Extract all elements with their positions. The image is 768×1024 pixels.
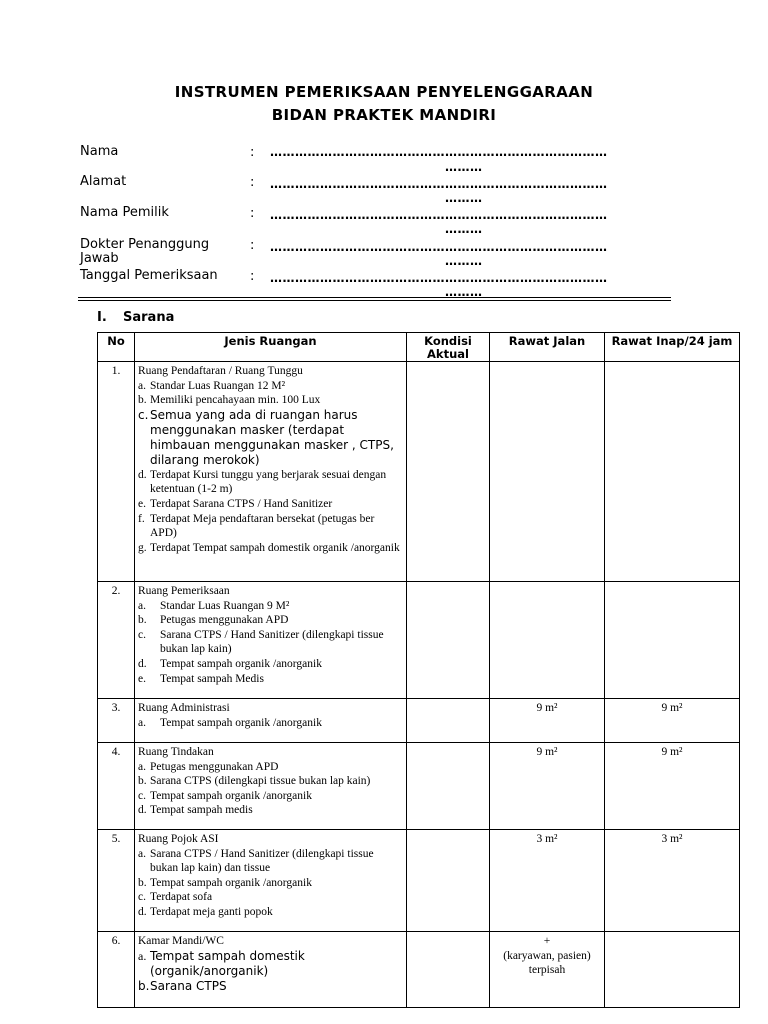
field-label: Tanggal Pemeriksaan — [80, 268, 218, 283]
row-number: 2. — [98, 582, 135, 699]
divider-line — [78, 297, 671, 298]
field-fill-line-continued: ……… — [445, 191, 483, 205]
document-title-line-2: BIDAN PRAKTEK MANDIRI — [271, 106, 497, 124]
room-cell — [135, 582, 407, 699]
table-row — [98, 743, 740, 830]
list-item: a. Petugas menggunakan APD — [138, 760, 279, 773]
field-fill-line: ……………………………………………………………………… — [270, 145, 608, 159]
column-header-jenis-ruangan: Jenis Ruangan — [135, 333, 407, 362]
list-item: a. Sarana CTPS / Hand Sanitizer (dilengkapi tissue bukan lap kain) dan tissue — [138, 847, 374, 875]
room-title: Ruang Administrasi — [138, 702, 230, 714]
kondisi-aktual-cell[interactable] — [407, 743, 490, 830]
kondisi-aktual-cell[interactable] — [407, 699, 490, 743]
section-title: Sarana — [123, 310, 175, 325]
row-number: 6. — [98, 932, 135, 1008]
rawat-jalan-line: terpisah — [528, 964, 566, 977]
field-fill-line-continued: ……… — [445, 254, 483, 268]
kondisi-aktual-cell[interactable] — [407, 582, 490, 699]
rawat-jalan-cell: 3 m² — [490, 830, 605, 932]
room-cell — [135, 362, 407, 582]
field-fill-line: ……………………………………………………………………… — [270, 271, 608, 285]
row-number: 5. — [98, 830, 135, 932]
table-header-row — [98, 333, 740, 362]
field-fill-line-continued: ……… — [445, 285, 483, 299]
field-label: Dokter Penanggung Jawab — [80, 237, 210, 266]
list-item: d. Tempat sampah organik /anorganik — [138, 657, 322, 670]
section-heading — [97, 310, 174, 325]
list-item: f. Terdapat Meja pendaftaran bersekat (petugas ber APD) — [138, 512, 375, 540]
rawat-jalan-cell — [490, 932, 605, 1008]
field-colon: : — [250, 145, 255, 160]
list-item: d. Terdapat meja ganti popok — [138, 905, 273, 918]
table-row — [98, 830, 740, 932]
field-fill-line-continued: ……… — [445, 160, 483, 174]
room-title: Kamar Mandi/WC — [138, 935, 224, 947]
list-item: d. Tempat sampah medis — [138, 804, 253, 817]
column-header-rawat-jalan: Rawat Jalan — [490, 333, 605, 362]
room-title: Ruang Pojok ASI — [138, 833, 219, 845]
rawat-inap-cell — [605, 582, 740, 699]
rawat-inap-cell — [605, 932, 740, 1008]
field-fill-line: ……………………………………………………………………… — [270, 177, 608, 191]
row-number: 3. — [98, 699, 135, 743]
list-item: a. Standar Luas Ruangan 12 M² — [138, 379, 286, 392]
kondisi-aktual-cell[interactable] — [407, 362, 490, 582]
room-title: Ruang Pemeriksaan — [138, 585, 230, 597]
list-item: a. Tempat sampah domestik (organik/anorganik) — [138, 948, 305, 978]
list-item: c. Sarana CTPS / Hand Sanitizer (dilengkapi tissue bukan lap kain) — [138, 628, 384, 656]
rawat-inap-cell: 9 m² — [605, 699, 740, 743]
field-label: Alamat — [80, 174, 127, 189]
list-item: c. Tempat sampah organik /anorganik — [138, 789, 312, 802]
rawat-jalan-line: + — [543, 935, 551, 947]
list-item: b. Petugas menggunakan APD — [138, 614, 289, 627]
room-cell — [135, 932, 407, 1008]
table-row — [98, 699, 740, 743]
rawat-inap-cell — [605, 362, 740, 582]
rawat-inap-cell: 9 m² — [605, 743, 740, 830]
list-item: e. Tempat sampah Medis — [138, 672, 264, 685]
kondisi-aktual-cell[interactable] — [407, 830, 490, 932]
list-item: a. Tempat sampah organik /anorganik — [138, 716, 322, 729]
room-cell — [135, 699, 407, 743]
row-number: 1. — [98, 362, 135, 582]
sarana-table — [97, 332, 740, 1008]
column-header-kondisi-aktual: Kondisi Aktual — [407, 333, 490, 362]
column-header-no: No — [98, 333, 135, 362]
field-label: Nama — [80, 144, 119, 159]
table-row — [98, 362, 740, 582]
field-colon: : — [250, 238, 255, 253]
list-item: d. Terdapat Kursi tunggu yang berjarak sesuai dengan ketentuan (1-2 m) — [138, 468, 387, 496]
list-item: g. Terdapat Tempat sampah domestik organik /anorganik — [138, 541, 400, 554]
kondisi-aktual-cell[interactable] — [407, 932, 490, 1008]
room-title: Ruang Tindakan — [138, 746, 214, 758]
rawat-jalan-cell: 9 m² — [490, 699, 605, 743]
room-cell — [135, 830, 407, 932]
list-item: c. Semua yang ada di ruangan harus menggunakan masker (terdapat himbauan menggunakan masker , CTPS, dilarang merokok) — [138, 407, 394, 467]
list-item: e. Terdapat Sarana CTPS / Hand Sanitizer — [138, 497, 333, 510]
rawat-jalan-cell: 9 m² — [490, 743, 605, 830]
rawat-jalan-cell — [490, 362, 605, 582]
field-fill-line: ……………………………………………………………………… — [270, 240, 608, 254]
list-item: b. Tempat sampah organik /anorganik — [138, 876, 312, 889]
field-colon: : — [250, 269, 255, 284]
room-cell — [135, 743, 407, 830]
table-row — [98, 582, 740, 699]
row-number: 4. — [98, 743, 135, 830]
rawat-inap-cell: 3 m² — [605, 830, 740, 932]
field-fill-line: ……………………………………………………………………… — [270, 208, 608, 222]
table-row — [98, 932, 740, 1008]
field-label: Nama Pemilik — [80, 205, 169, 220]
field-colon: : — [250, 206, 255, 221]
rawat-jalan-cell — [490, 582, 605, 699]
divider-line — [78, 300, 671, 301]
rawat-jalan-line: (karyawan, pasien) — [503, 949, 591, 962]
document-title-line-1: INSTRUMEN PEMERIKSAAN PENYELENGGARAAN — [174, 83, 594, 101]
list-item: b. Memiliki pencahayaan min. 100 Lux — [138, 394, 321, 407]
room-title: Ruang Pendaftaran / Ruang Tunggu — [138, 365, 303, 377]
field-fill-line-continued: ……… — [445, 222, 483, 236]
list-item: b. Sarana CTPS — [138, 978, 227, 993]
list-item: c. Terdapat sofa — [138, 891, 213, 904]
field-colon: : — [250, 175, 255, 190]
column-header-rawat-inap: Rawat Inap/24 jam — [605, 333, 740, 362]
list-item: a. Standar Luas Ruangan 9 M² — [138, 599, 290, 612]
list-item: b. Sarana CTPS (dilengkapi tissue bukan lap kain) — [138, 775, 371, 788]
section-number: I. — [97, 310, 107, 325]
